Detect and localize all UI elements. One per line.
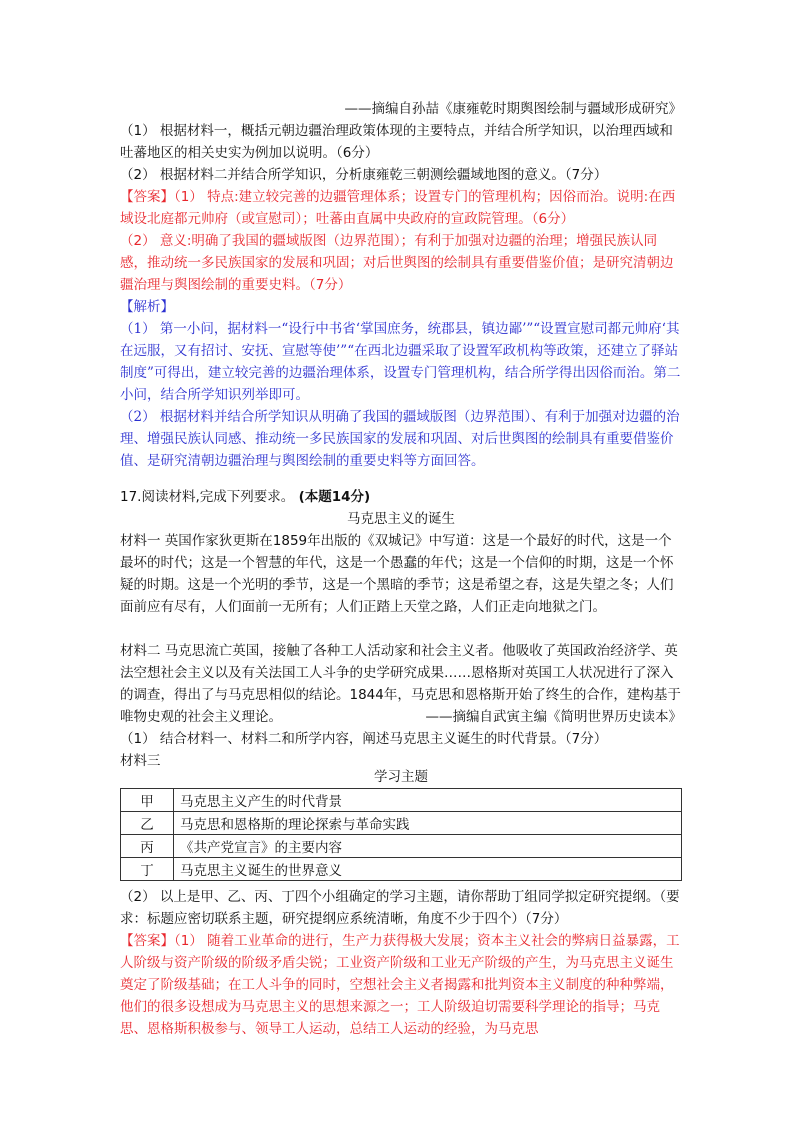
- topic-cell: 《共产党宣言》的主要内容: [174, 835, 682, 858]
- group-cell: 甲: [121, 789, 174, 812]
- answer-16-2: （2） 意义:明确了我国的疆域版图（边界范围）；有利于加强对边疆的治理；增强民族认同感，推动统一多民族国家的发展和巩固；对后世舆图的绘制具有重要借鉴价值；是研究清朝边疆治理与舆图绘制的重要史料。（7分）: [120, 233, 674, 293]
- analysis-16-2: （2） 根据材料并结合所学知识从明确了我国的疆域版图（边界范围）、有利于加强对边疆的治理、增强民族认同感、推动统一多民族国家的发展和巩固、对后世舆图的绘制具有重要借鉴价值、是研究清朝边疆治理与舆图绘制的重要史料等方面回答。: [120, 409, 680, 469]
- question-17-title: 马克思主义的诞生: [347, 511, 455, 527]
- question-17-score: (本题14分): [298, 489, 371, 505]
- study-themes-table: [120, 788, 682, 881]
- analysis-label: 【解析】: [120, 299, 174, 315]
- question-17-2: （2） 以上是甲、乙、丙、丁四个小组确定的学习主题，请你帮助丁组同学拟定研究提纲。（要求：标题应密切联系主题，研究提纲应系统清晰，角度不少于四个）（7分）: [120, 889, 680, 927]
- material-3-label: 材料三: [120, 753, 161, 769]
- material-2: 材料二 马克思流亡英国，接触了各种工人活动家和社会主义者。他吸收了英国政治经济学、英法空想社会主义以及有关法国工人斗争的史学研究成果……恩格斯对英国工人状况进行了深入的调查，得出了与马克思相似的结论。1844年，马克思和恩格斯开始了终生的合作，建构基于唯物史观的社会主义理论。: [120, 643, 681, 725]
- table-row: [121, 812, 682, 835]
- table-title: 学习主题: [374, 769, 428, 785]
- question-17-1: （1） 结合材料一、材料二和所学内容，阐述马克思主义诞生的时代背景。（7分）: [120, 731, 608, 747]
- question-17-instruction: 17.阅读材料,完成下列要求。: [120, 489, 295, 505]
- question-16-2: （2） 根据材料二并结合所学知识，分析康雍乾三朝测绘疆域地图的意义。（7分）: [120, 167, 608, 183]
- group-cell: 丁: [121, 858, 174, 881]
- table-row: [121, 858, 682, 881]
- source-citation: ——摘编自孙喆《康雍乾时期舆图绘制与疆域形成研究》: [344, 101, 682, 117]
- material-2-source: ——摘编自武寅主编《简明世界历史读本》: [425, 709, 682, 725]
- material-1: 材料一 英国作家狄更斯在1859年出版的《双城记》中写道：这是一个最好的时代，这是一个最坏的时代；这是一个智慧的年代，这是一个愚蠢的年代；这是一个信仰的时期，这是一个怀疑的时期。这是一个光明的季节，这是一个黑暗的季节；这是希望之春，这是失望之冬；人们面前应有尽有，人们面前一无所有；人们正踏上天堂之路，人们正走向地狱之门。: [120, 533, 674, 615]
- group-cell: 丙: [121, 835, 174, 858]
- topic-cell: 马克思主义诞生的世界意义: [174, 858, 682, 881]
- topic-cell: 马克思主义产生的时代背景: [174, 789, 682, 812]
- topic-cell: 马克思和恩格斯的理论探索与革命实践: [174, 812, 682, 835]
- answer-17: 【答案】（1） 随着工业革命的进行，生产力获得极大发展；资本主义社会的弊病日益暴露，工人阶级与资产阶级的阶级矛盾尖锐；工业资产阶级和工业无产阶级的产生，为马克思主义诞生奠定了阶级基础；在工人斗争的同时，空想社会主义者揭露和批判资本主义制度的种种弊端，他们的很多设想成为马克思主义的思想来源之一；工人阶级迫切需要科学理论的指导；马克思、恩格斯积极参与、领导工人运动，总结工人运动的经验，为马克思: [120, 933, 680, 1037]
- group-cell: 乙: [121, 812, 174, 835]
- question-17-header: [120, 486, 682, 508]
- analysis-16-1: （1） 第一小问，据材料一“设行中书省‘掌国庶务，统郡县，镇边鄙’”“设置宣慰司都元帅府‘其在远服，又有招讨、安抚、宣慰等使’”“在西北边疆采取了设置军政机构等政策，还建立了驿站制度”可得出，建立较完善的边疆治理体系，设置专门管理机构，结合所学得出因俗而治。第二小问，结合所学知识列举即可。: [120, 321, 681, 403]
- table-row: [121, 835, 682, 858]
- question-16-1: （1） 根据材料一，概括元朝边疆治理政策体现的主要特点，并结合所学知识，以治理西域和吐蕃地区的相关史实为例加以说明。（6分）: [120, 123, 673, 161]
- table-row: [121, 789, 682, 812]
- answer-16-1: 【答案】（1） 特点:建立较完善的边疆管理体系；设置专门的管理机构；因俗而治。说明:在西域设北庭都元帅府（或宣慰司）；吐蕃由直属中央政府的宣政院管理。（6分）: [120, 189, 676, 227]
